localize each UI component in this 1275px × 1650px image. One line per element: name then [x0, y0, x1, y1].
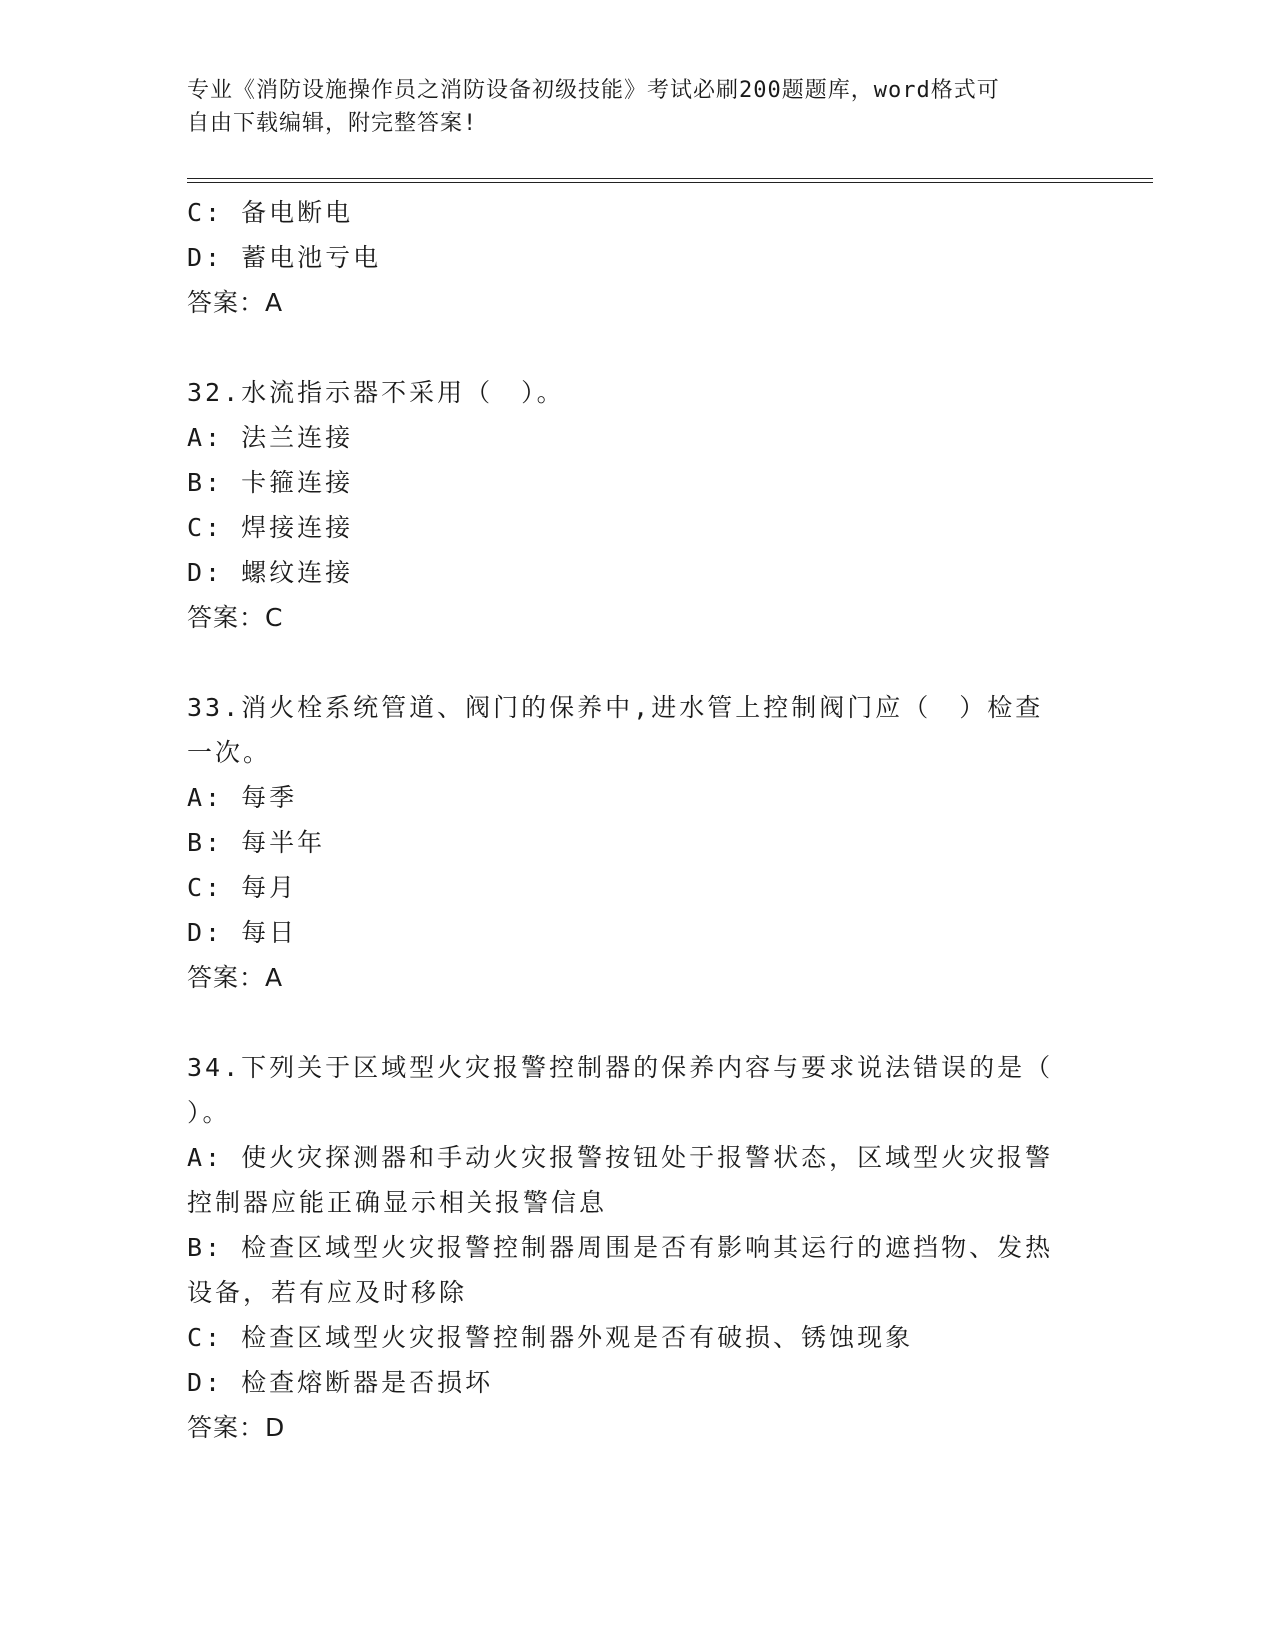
option-b: B: 卡箍连接 — [187, 468, 354, 497]
option-a: A: 每季 — [187, 783, 298, 812]
option-d: D: 螺纹连接 — [187, 558, 354, 587]
option-a-line-2: 控制器应能正确显示相关报警信息 — [187, 1188, 608, 1217]
option-c: C: 焊接连接 — [187, 513, 354, 542]
spacer — [187, 326, 1087, 370]
question-text-line-2: ）。 — [187, 1098, 231, 1127]
option-b-line-1: B: 检查区域型火灾报警控制器周围是否有影响其运行的遮挡物、发热 — [187, 1233, 1054, 1262]
question-list — [187, 190, 1087, 1451]
answer-label: 答案：C — [187, 603, 284, 632]
document-header — [187, 74, 1087, 140]
option-a-line-1: A: 使火灾探测器和手动火灾报警按钮处于报警状态，区域型火灾报警 — [187, 1143, 1054, 1172]
answer-label: 答案：A — [187, 288, 284, 317]
option-b-line-2: 设备，若有应及时移除 — [187, 1278, 468, 1307]
option-d: D: 每日 — [187, 918, 298, 947]
answer-label: 答案：A — [187, 963, 284, 992]
option-c: C: 每月 — [187, 873, 298, 902]
question-31-tail — [187, 190, 1087, 326]
question-text-line-2: 一次。 — [187, 738, 272, 767]
option-c: C: 备电断电 — [187, 198, 354, 227]
header-divider-bottom — [187, 182, 1153, 183]
option-d: D: 蓄电池亏电 — [187, 243, 382, 272]
option-d: D: 检查熔断器是否损坏 — [187, 1368, 494, 1397]
question-text-line-1: 34.下列关于区域型火灾报警控制器的保养内容与要求说法错误的是（ — [187, 1053, 1054, 1082]
option-a: A: 法兰连接 — [187, 423, 354, 452]
option-b: B: 每半年 — [187, 828, 326, 857]
header-divider-top — [187, 178, 1153, 179]
question-34 — [187, 1045, 1087, 1451]
option-c: C: 检查区域型火灾报警控制器外观是否有破损、锈蚀现象 — [187, 1323, 914, 1352]
question-32 — [187, 370, 1087, 641]
header-line-2: 自由下载编辑，附完整答案! — [187, 111, 478, 136]
question-33 — [187, 685, 1087, 1001]
question-text-line-1: 33.消火栓系统管道、阀门的保养中,进水管上控制阀门应（ ）检查 — [187, 693, 1044, 722]
question-text: 32.水流指示器不采用（ ）。 — [187, 378, 565, 407]
spacer — [187, 641, 1087, 685]
spacer — [187, 1001, 1087, 1045]
header-line-1: 专业《消防设施操作员之消防设备初级技能》考试必刷200题题库，word格式可 — [187, 78, 1000, 103]
answer-label: 答案：D — [187, 1413, 286, 1442]
